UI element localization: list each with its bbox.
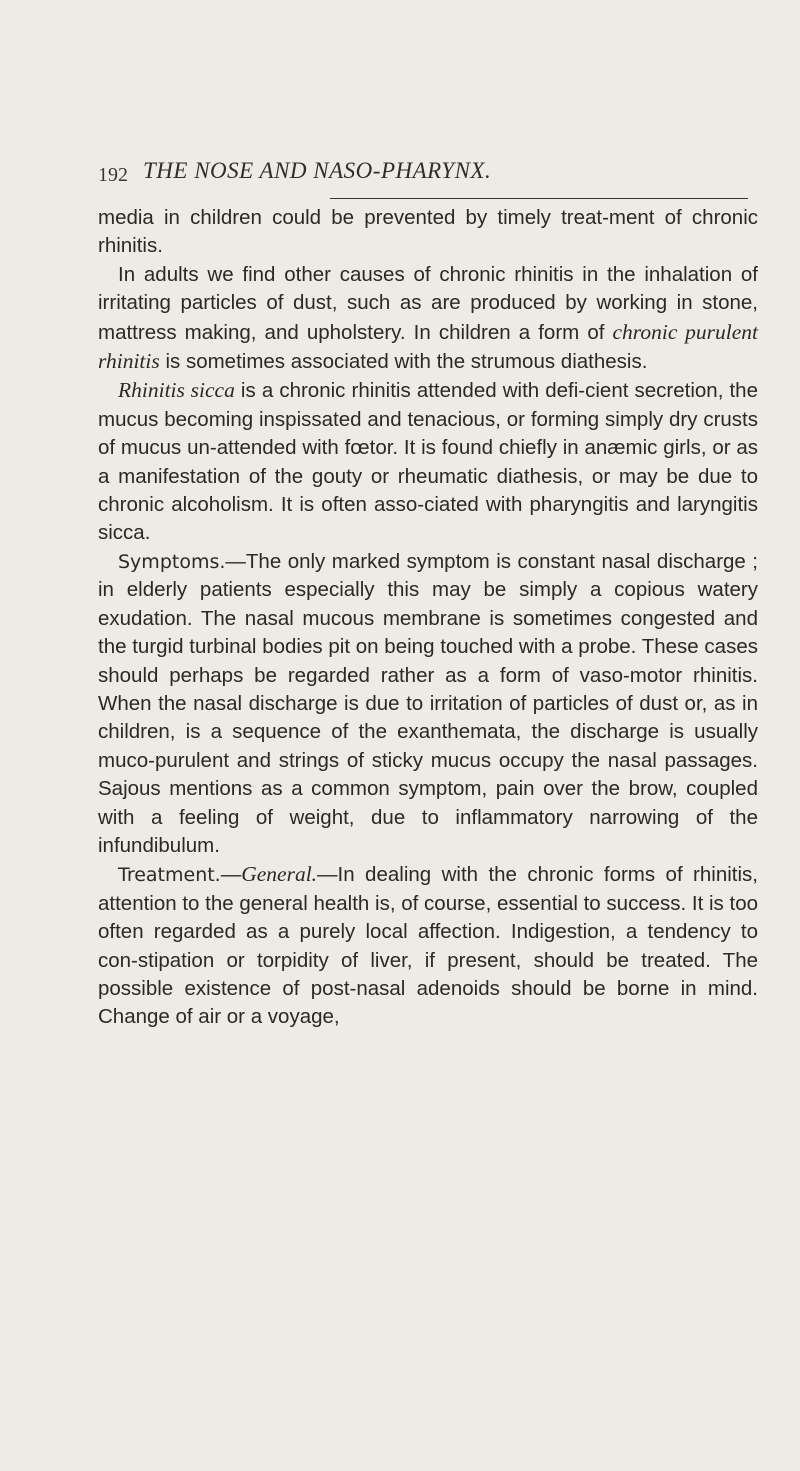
paragraph-1-text: media in children could be prevented by timely treat-ment of chronic rhinitis. bbox=[98, 206, 758, 258]
treatment-heading: Treatment. bbox=[118, 864, 221, 887]
symptoms-text: —The only marked symptom is constant nasal discharge ; in elderly patients especially this may be simply a copious watery exudation. The nasal mucous membrane is sometimes congested and the turgid turbinal bodies pit on being touched with a probe. These cases should perhaps be regarded rather as a form of vaso-motor rhinitis. When the nasal discharge is due to irritation of particles of dust or, as in children, is a sequence of the exanthemata, the discharge is usually muco-purulent and strings of sticky mucus occupy the nasal passages. Sajous mentions as a common symptom, pain over the brow, coupled with a feeling of weight, due to inflammatory narrowing of the infundibulum. bbox=[98, 549, 758, 857]
paragraph-3-text: is a chronic rhinitis attended with defi-cient secretion, the mucus becoming inspissated and tenacious, or forming simply dry crusts of mucus un-attended with fœtor. It is found chiefly in anæmic girls, or as a manifestation of the gouty or rheumatic diathesis, or may be due to chronic alcoholism. It is often asso-ciated with pharyngitis and laryngitis sicca. bbox=[98, 379, 758, 545]
paragraph-1 bbox=[98, 204, 758, 261]
running-head: THE NOSE AND NASO-PHARYNX. bbox=[143, 158, 492, 183]
paragraph-2 bbox=[98, 261, 758, 377]
paragraph-symptoms bbox=[98, 548, 758, 860]
chronic-purulent-rhinitis-term: chronic purulent rhinitis bbox=[98, 319, 758, 374]
treatment-text: —In dealing with the chronic forms of rhinitis, attention to the general health is, of course, essential to success. It is too often regarded as a purely local affection. Indigestion, a tendency to con-stipation or torpidity of liver, if present, should be treated. The possible existence of post-nasal adenoids should be borne in mind. Change of air or a voyage, bbox=[98, 863, 758, 1029]
rhinitis-sicca-term: Rhinitis sicca bbox=[118, 378, 235, 403]
paragraph-2-text-c: is sometimes associated with the strumous diathesis. bbox=[159, 350, 648, 374]
symptoms-heading: Symptoms. bbox=[118, 550, 226, 573]
paragraph-2-text-a: In adults we find other causes of chronic rhinitis in the inhalation of irritating particles of dust, such as are produced by working in stone, mattress making, and upholstery. In children a form of bbox=[98, 262, 758, 344]
treatment-dash: — bbox=[220, 863, 242, 887]
page-header bbox=[98, 158, 758, 198]
header-rule bbox=[330, 198, 748, 199]
general-subheading: General. bbox=[241, 862, 318, 887]
body-text bbox=[98, 204, 758, 1032]
paragraph-3 bbox=[98, 376, 758, 547]
page-number: 192 bbox=[98, 164, 128, 186]
paragraph-treatment bbox=[98, 860, 758, 1031]
